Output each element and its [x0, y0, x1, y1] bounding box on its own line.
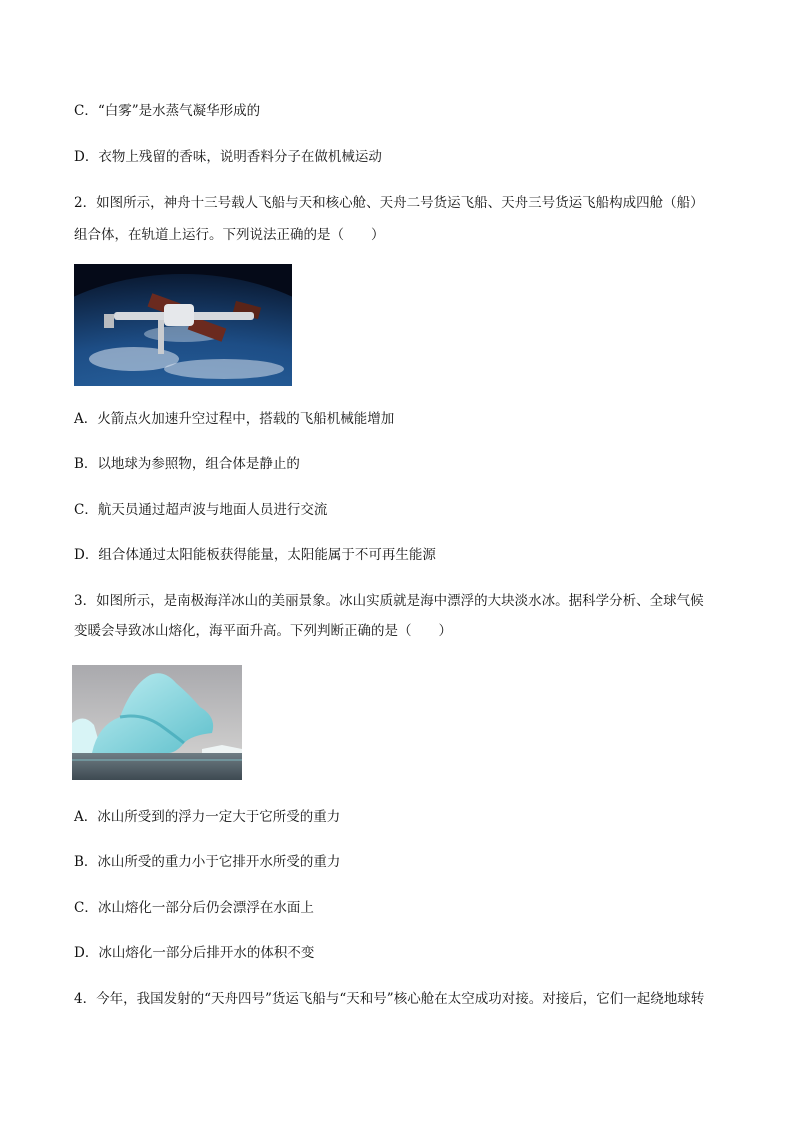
space-station-photo [74, 264, 292, 386]
q3-option-d: D．冰山熔化一部分后排开水的体积不变 [74, 945, 315, 961]
iceberg-photo [72, 665, 242, 780]
q2-option-c: C．航天员通过超声波与地面人员进行交流 [74, 502, 328, 518]
q1-option-c: C．“白雾”是水蒸气凝华形成的 [74, 103, 261, 119]
q2-option-d: D．组合体通过太阳能板获得能量，太阳能属于不可再生能源 [74, 547, 436, 563]
q2-stem-line-2: 组合体，在轨道上运行。下列说法正确的是（ ） [74, 227, 385, 243]
q3-option-a: A．冰山所受到的浮力一定大于它所受的重力 [74, 809, 341, 825]
q4-stem-line-1: 4．今年，我国发射的“天舟四号”货运飞船与“天和号”核心舱在太空成功对接。对接后，它们一起绕地球转 [74, 991, 705, 1007]
q3-option-c: C．冰山熔化一部分后仍会漂浮在水面上 [74, 900, 314, 916]
q2-stem-line-1: 2．如图所示，神舟十三号载人飞船与天和核心舱、天舟二号货运飞船、天舟三号货运飞船构成四舱（船） [74, 195, 704, 211]
q3-stem-line-2: 变暖会导致冰山熔化，海平面升高。下列判断正确的是（ ） [74, 623, 452, 639]
q2-option-a: A．火箭点火加速升空过程中，搭载的飞船机械能增加 [74, 411, 395, 427]
q3-stem-line-1: 3．如图所示，是南极海洋冰山的美丽景象。冰山实质就是海中漂浮的大块淡水冰。据科学分析、全球气候 [74, 593, 704, 609]
q3-option-b: B．冰山所受的重力小于它排开水所受的重力 [74, 854, 341, 870]
q1-option-d: D．衣物上残留的香味，说明香料分子在做机械运动 [74, 149, 382, 165]
q2-option-b: B．以地球为参照物，组合体是静止的 [74, 456, 300, 472]
